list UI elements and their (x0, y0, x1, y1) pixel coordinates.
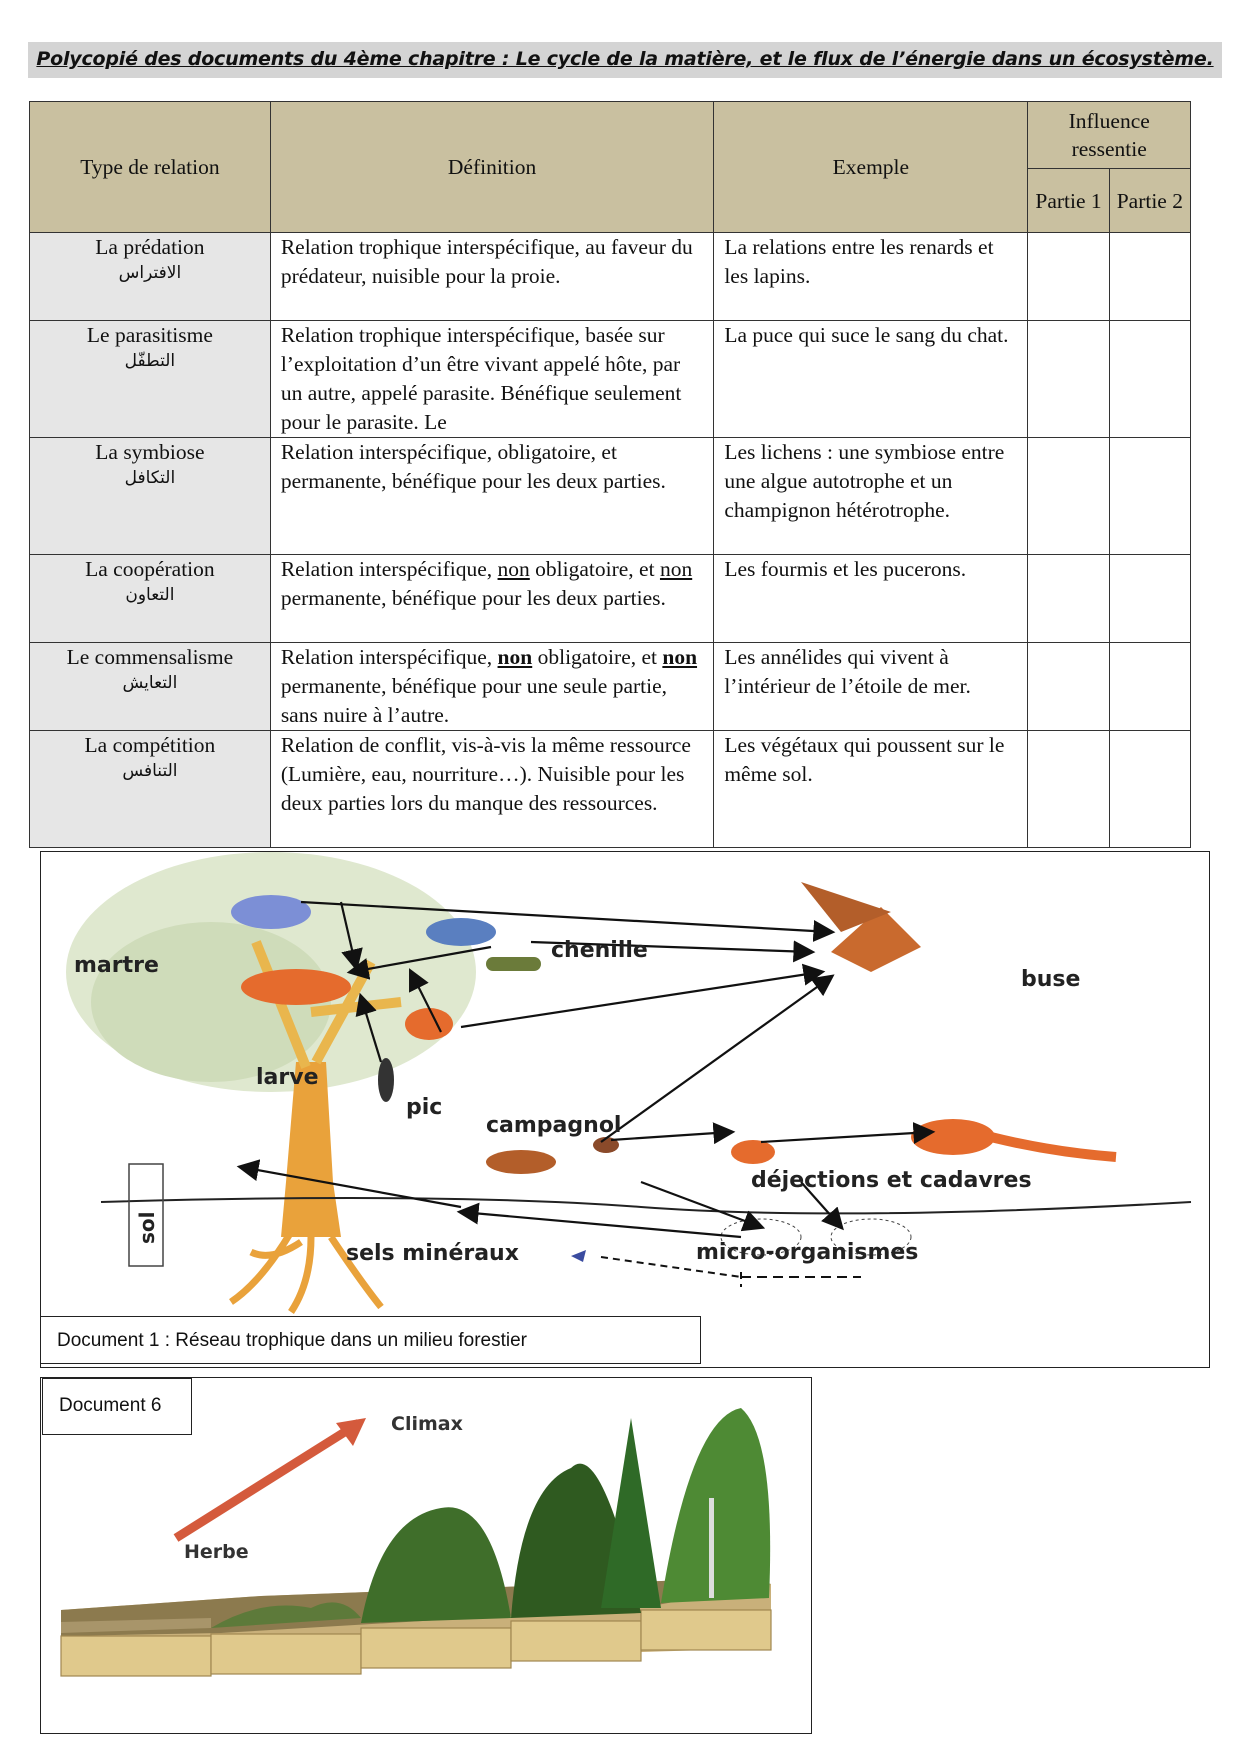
marten-icon (241, 969, 351, 1005)
relation-type-arabic: التطفّل (124, 351, 176, 371)
relation-type: La prédation (95, 235, 205, 259)
relation-definition: Relation interspécifique, obligatoire, et permanente, bénéfique pour les deux parties. (280, 440, 666, 493)
partie-1-cell[interactable] (1028, 643, 1109, 731)
dead-leaves-icon (486, 1150, 556, 1174)
relation-example: Les annélides qui vivent à l’intérieur de l’étoile de mer. (724, 645, 971, 698)
partie-2-cell[interactable] (1109, 643, 1190, 731)
label-climax: Climax (391, 1413, 463, 1435)
table-row (30, 731, 1191, 848)
climax-forest-stage (661, 1408, 770, 1603)
relation-type-arabic: الافتراس (118, 263, 182, 283)
crow-icon (231, 895, 311, 929)
young-forest-stage (361, 1507, 511, 1623)
table-row (30, 643, 1191, 731)
relation-type: La compétition (84, 733, 216, 757)
partie-2-cell[interactable] (1109, 731, 1190, 848)
relation-type: Le parasitisme (86, 323, 213, 347)
tit-bird-icon (426, 918, 496, 946)
relations-table (29, 101, 1191, 848)
rabbit-icon (731, 1140, 775, 1164)
relation-type-arabic: التعاون (125, 585, 175, 605)
relation-example: Les lichens : une symbiose entre une algue autotrophe et un champignon hétérotrophe. (724, 440, 1005, 522)
food-web-illustration (41, 852, 1209, 1367)
partie-2-cell[interactable] (1109, 438, 1190, 555)
relation-example: La relations entre les renards et les lapins. (724, 235, 994, 288)
label-sol: sol (135, 1211, 159, 1244)
relation-example: Les fourmis et les pucerons. (724, 557, 967, 581)
header-partie-1: Partie 1 (1028, 169, 1109, 233)
partie-2-cell[interactable] (1109, 321, 1190, 438)
partie-1-cell[interactable] (1028, 233, 1109, 321)
label-martre: martre (74, 953, 159, 978)
label-larve: larve (256, 1065, 319, 1090)
table-row (30, 438, 1191, 555)
relation-type: La coopération (85, 557, 215, 581)
relation-definition: Relation trophique interspécifique, au faveur du prédateur, nuisible pour la proie. (280, 235, 693, 288)
relation-type: Le commensalisme (66, 645, 234, 669)
relation-definition: Relation interspécifique, non obligatoire, et non permanente, bénéfique pour les deux parties. (280, 557, 693, 610)
ground-line (101, 1198, 1191, 1213)
label-sels: sels minéraux (346, 1241, 519, 1266)
header-exemple: Exemple (714, 102, 1028, 233)
header-partie-2: Partie 2 (1109, 169, 1190, 233)
fox-icon (911, 1119, 995, 1155)
partie-1-cell[interactable] (1028, 731, 1109, 848)
succession-arrow (176, 1423, 359, 1538)
relation-example: Les végétaux qui poussent sur le même sol. (724, 733, 1005, 786)
relation-example: La puce qui suce le sang du chat. (724, 323, 1009, 347)
partie-1-cell[interactable] (1028, 555, 1109, 643)
relation-type-arabic: التعايش (122, 673, 178, 693)
label-pic: pic (406, 1095, 443, 1120)
caterpillar-icon (486, 957, 541, 971)
document-6-label: Document 6 (42, 1378, 192, 1435)
header-influence: Influence ressentie (1028, 102, 1191, 169)
label-buse: buse (1021, 967, 1081, 992)
relation-type-arabic: التنافس (122, 761, 178, 781)
label-campagnol: campagnol (486, 1113, 622, 1138)
woodpecker-icon (378, 1058, 394, 1102)
table-row (30, 233, 1191, 321)
relation-definition: Relation interspécifique, non obligatoire, et non permanente, bénéfique pour une seule partie, sans nuire à l’autre. (280, 645, 698, 727)
label-herbe: Herbe (184, 1541, 249, 1563)
label-micro: micro-organismes (696, 1240, 919, 1265)
header-type: Type de relation (30, 102, 271, 233)
partie-1-cell[interactable] (1028, 321, 1109, 438)
relation-definition: Relation trophique interspécifique, basée sur l’exploitation d’un être vivant appelé hôte, par un autre, appelé parasite. Bénéfique seulement pour le parasite. Le (280, 323, 682, 434)
table-row (30, 321, 1191, 438)
partie-2-cell[interactable] (1109, 233, 1190, 321)
relation-type: La symbiose (95, 440, 205, 464)
header-bar (28, 42, 1222, 78)
table-row (30, 555, 1191, 643)
squirrel-icon (405, 1008, 453, 1040)
relation-type-arabic: التكافل (124, 468, 176, 488)
partie-2-cell[interactable] (1109, 555, 1190, 643)
header-definition: Définition (270, 102, 714, 233)
relation-definition: Relation de conflit, vis-à-vis la même ressource (Lumière, eau, nourriture…). Nuisible pour les deux parties lors du manque des ressources. (280, 733, 691, 815)
document-1-caption: Document 1 : Réseau trophique dans un milieu forestier (40, 1316, 701, 1364)
label-chenille: chenille (551, 938, 648, 963)
label-dejections: déjections et cadavres (751, 1168, 1032, 1193)
birch-trunk (709, 1498, 714, 1598)
page-title: Polycopié des documents du 4ème chapitre : Le cycle de la matière, et le flux de l’énergie dans un écosystème. (36, 48, 1214, 70)
document-1-food-web (40, 851, 1210, 1368)
partie-1-cell[interactable] (1028, 438, 1109, 555)
